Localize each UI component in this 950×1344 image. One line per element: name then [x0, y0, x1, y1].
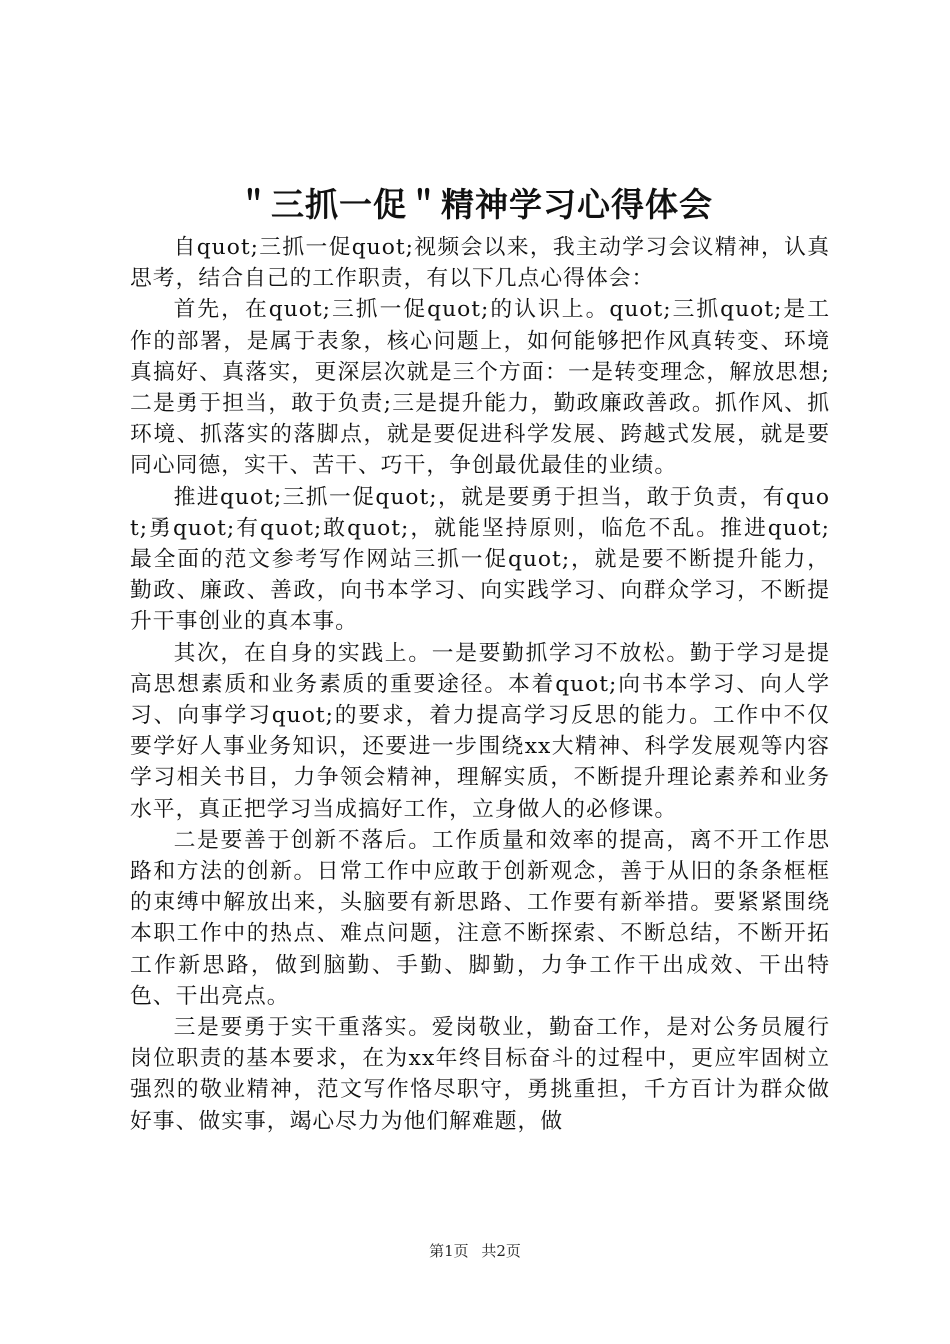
- document-title: ＂三抓一促＂精神学习心得体会: [237, 185, 713, 224]
- paragraph-2: 首先，在quot;三抓一促quot;的认识上。quot;三抓quot;是工作的部署，是属于表象，核心问题上，如何能够把作风真转变、环境真搞好、真落实，更深层次就是三个方面：一是转变理念，解放思想;二是勇于担当，敢于负责;三是提升能力，勤政廉政善政。抓作风、抓环境、抓落实的落脚点，就是要促进科学发展、跨越式发展，就是要同心同德，实干、苦干、巧干，争创最优最佳的业绩。: [130, 297, 830, 479]
- paragraph-6: 三是要勇于实干重落实。爱岗敬业，勤奋工作，是对公务员履行岗位职责的基本要求，在为xx年终目标奋斗的过程中，更应牢固树立强烈的敬业精神，范文写作恪尽职守，勇挑重担，千方百计为群众做好事、做实事，竭心尽力为他们解难题，做: [130, 1015, 830, 1134]
- document-body: [130, 232, 830, 1137]
- paragraph-3: 推进quot;三抓一促quot;，就是要勇于担当，敢于负责，有quot;勇quot;有quot;敢quot;，就能坚持原则，临危不乱。推进quot;最全面的范文参考写作网站三抓一促quot;，就是要不断提升能力，勤政、廉政、善政，向书本学习、向实践学习、向群众学习，不断提升干事创业的真本事。: [130, 484, 830, 635]
- page-footer: [0, 1240, 950, 1262]
- page-number-total: 共2页: [481, 1242, 521, 1260]
- page-number-current: 第1页: [429, 1242, 469, 1260]
- paragraph-5: 二是要善于创新不落后。工作质量和效率的提高，离不开工作思路和方法的创新。日常工作中应敢于创新观念，善于从旧的条条框框的束缚中解放出来，头脑要有新思路、工作要有新举措。要紧紧围绕本职工作中的热点、难点问题，注意不断探索、不断总结，不断开拓工作新思路，做到脑勤、手勤、脚勤，力争工作干出成效、干出特色、干出亮点。: [130, 827, 830, 1009]
- paragraph-4: 其次，在自身的实践上。一是要勤抓学习不放松。勤于学习是提高思想素质和业务素质的重要途径。本着quot;向书本学习、向人学习、向事学习quot;的要求，着力提高学习反思的能力。工作中不仅要学好人事业务知识，还要进一步围绕xx大精神、科学发展观等内容学习相关书目，力争领会精神，理解实质，不断提升理论素养和业务水平，真正把学习当成搞好工作，立身做人的必修课。: [130, 640, 830, 822]
- paragraph-1: 自quot;三抓一促quot;视频会以来，我主动学习会议精神，认真思考，结合自己的工作职责，有以下几点心得体会：: [130, 235, 830, 292]
